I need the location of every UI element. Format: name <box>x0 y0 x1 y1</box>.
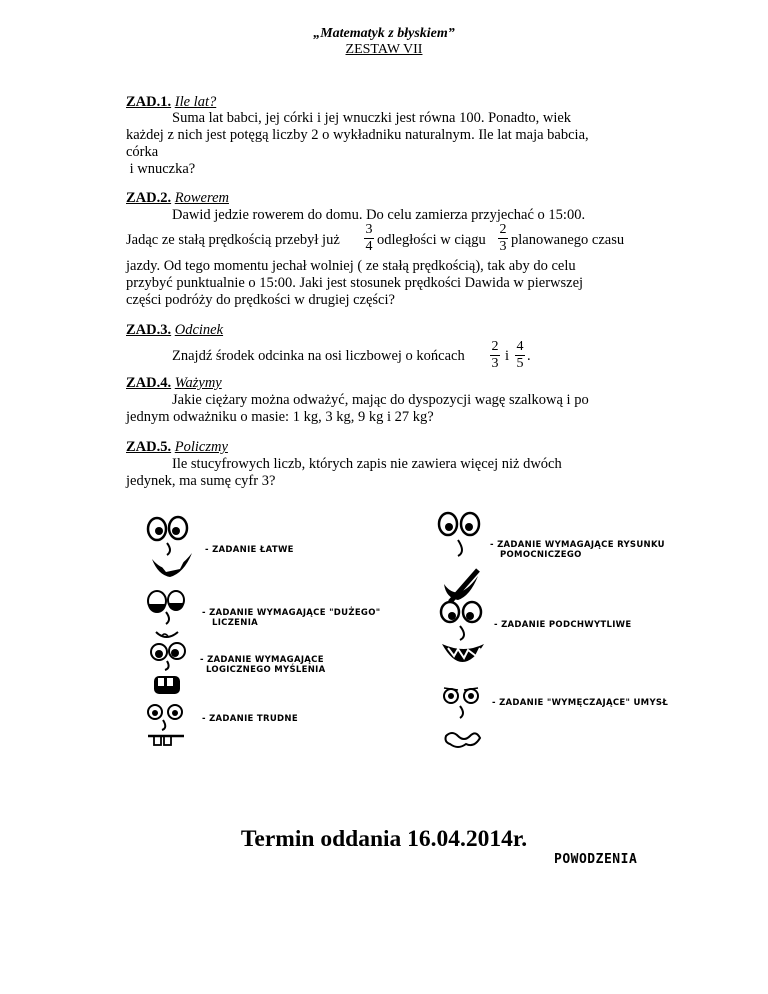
task-4-number: ZAD.4. <box>126 375 172 391</box>
easy-face-icon <box>140 515 198 587</box>
legend-label: LOGICZNEGO MYŚLENIA <box>206 665 326 675</box>
big-calculation-face-icon <box>142 588 194 650</box>
fraction-numerator: 4 <box>516 339 524 354</box>
task-4-line: Jakie ciężary można odważyć, mając do dyspozycji wagę szalkową i po <box>172 392 589 408</box>
task-2-line: odległości w ciągu <box>377 232 486 248</box>
task-2-line: części podróży do prędkości w drugiej części? <box>126 292 395 308</box>
legend-label: - ZADANIE PODCHWYTLIWE <box>494 620 632 630</box>
task-3-number: ZAD.3. <box>126 322 172 338</box>
mind-exhausting-face-icon <box>436 686 490 758</box>
task-5-heading <box>126 439 228 456</box>
fraction-two-thirds <box>497 223 509 254</box>
set-subtitle: ZESTAW VII <box>345 42 423 57</box>
fraction-denominator: 4 <box>365 239 373 254</box>
task-2-name: Rowerem <box>174 190 229 206</box>
task-4-heading <box>126 375 222 392</box>
task-3-line: Znajdź środek odcinka na osi liczbowej o końcach <box>172 348 465 364</box>
difficult-face-icon <box>142 702 192 758</box>
task-4-name: Ważymy <box>174 375 222 391</box>
task-2-line: Jadąc ze stałą prędkością przebył już <box>126 232 340 248</box>
legend-label: - ZADANIE WYMAGAJĄCE <box>200 655 324 665</box>
legend-label: - ZADANIE TRUDNE <box>202 714 298 724</box>
task-4-line: jednym odważniku o masie: 1 kg, 3 kg, 9 kg i 27 kg? <box>126 409 434 425</box>
legend-label: POMOCNICZEGO <box>500 550 582 560</box>
fraction-numerator: 2 <box>491 339 499 354</box>
task-3-name: Odcinek <box>174 322 224 338</box>
task-2-line: jazdy. Od tego momentu jechał wolniej ( ze stałą prędkością), tak aby do celu <box>126 258 576 274</box>
task-1-number: ZAD.1. <box>126 94 172 110</box>
task-1-line: córka <box>126 144 159 160</box>
task-2-line: Dawid jedzie rowerem do domu. Do celu zamierza przyjechać o 15:00. <box>172 207 586 223</box>
fraction-numerator: 2 <box>499 222 507 237</box>
task-5-line: jedynek, ma sumę cyfr 3? <box>126 473 276 489</box>
task-5-name: Policzmy <box>174 439 228 455</box>
task-2-line: planowanego czasu <box>511 232 625 248</box>
task-3-period: . <box>527 348 531 364</box>
fraction-denominator: 5 <box>516 356 524 371</box>
legend-label: LICZENIA <box>212 618 259 628</box>
tricky-face-icon <box>434 600 490 680</box>
good-luck-note: POWODZENIA <box>554 852 638 867</box>
task-1-line: Suma lat babci, jej córki i jej wnuczki jest równa 100. Ponadto, wiek <box>172 110 572 126</box>
legend-label: - ZADANIE "WYMĘCZAJĄCE" UMYSŁ <box>492 698 669 708</box>
fraction-denominator: 3 <box>491 356 499 371</box>
task-2-heading <box>126 190 229 207</box>
deadline: Termin oddania 16.04.2014r. <box>240 826 528 852</box>
fraction-three-quarters <box>363 223 375 254</box>
legend-label: - ZADANIE ŁATWE <box>205 545 294 555</box>
fraction-denominator: 3 <box>499 239 507 254</box>
task-3-heading <box>126 322 223 339</box>
task-5-number: ZAD.5. <box>126 439 172 455</box>
document-title: „Matematyk z błyskiem” <box>313 26 455 41</box>
task-3-conjunction: i <box>505 348 510 364</box>
legend-label: - ZADANIE WYMAGAJĄCE "DUŻEGO" <box>202 608 381 618</box>
task-1-heading <box>126 94 216 111</box>
fraction-numerator: 3 <box>365 222 373 237</box>
task-1-line: i wnuczka? <box>126 161 196 177</box>
task-1-name: Ile lat? <box>174 94 217 110</box>
logical-thinking-face-icon <box>145 642 195 700</box>
fraction-four-fifths <box>514 340 526 371</box>
task-2-line: przybyć punktualnie o 15:00. Jaki jest stosunek prędkości Dawida w pierwszej <box>126 275 584 291</box>
task-1-line: każdej z nich jest potęgą liczby 2 o wykładniku naturalnym. Ile lat maja babcia, <box>126 127 589 143</box>
legend-label: - ZADANIE WYMAGAJĄCE RYSUNKU <box>490 540 665 550</box>
fraction-two-thirds <box>489 340 501 371</box>
task-5-line: Ile stucyfrowych liczb, których zapis nie zawiera więcej niż dwóch <box>172 456 562 472</box>
task-2-number: ZAD.2. <box>126 190 172 206</box>
